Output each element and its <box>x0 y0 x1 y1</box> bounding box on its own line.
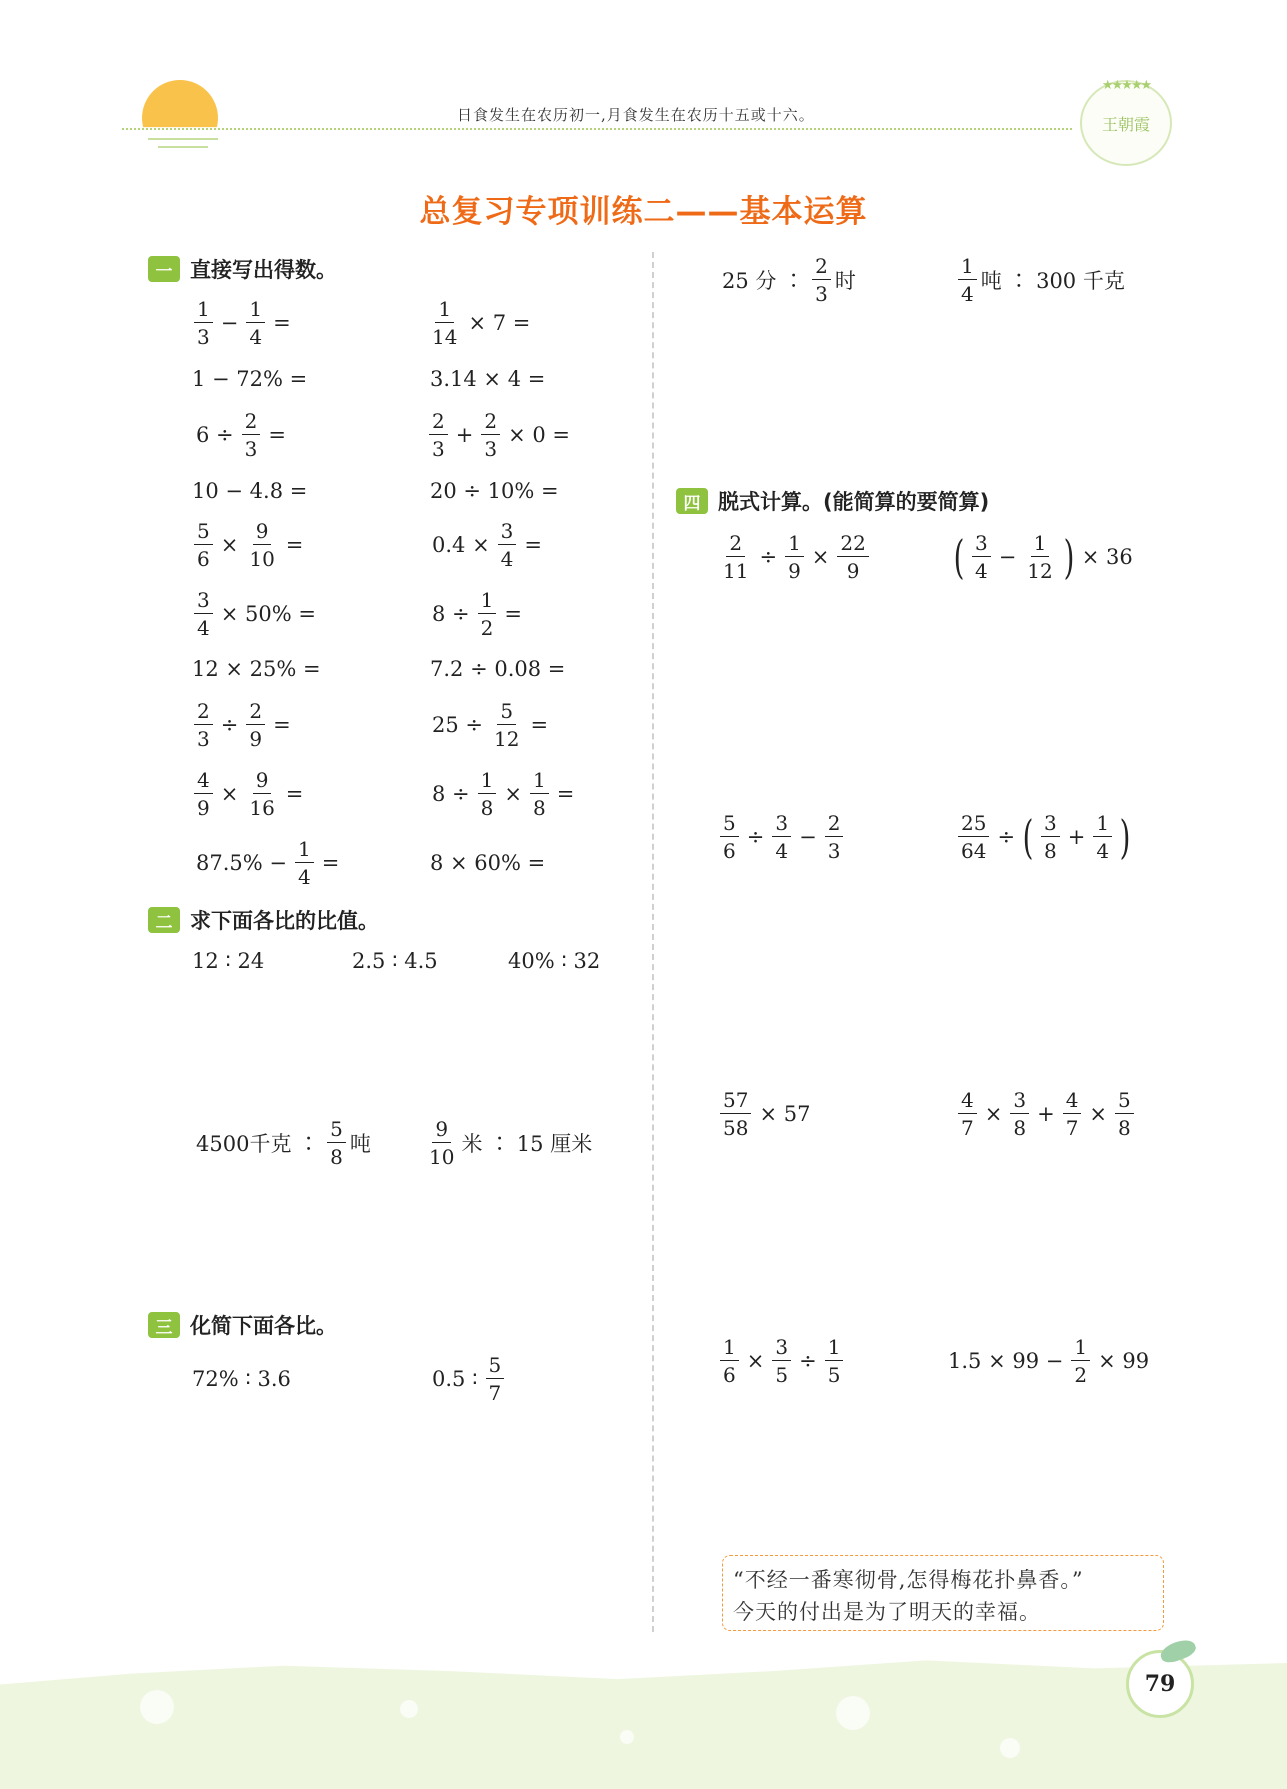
quote-line-1: “不经一番寒彻骨,怎得梅花扑鼻香。” <box>733 1568 1084 1592</box>
section-3-header <box>148 1310 337 1340</box>
expression: 10 − 4.8 = <box>192 479 308 503</box>
logo-text: 王朝霞 <box>1101 115 1150 134</box>
section-title: 直接写出得数。 <box>190 258 337 282</box>
expression: 87.5% − $\frac{1}{4}$ = <box>196 837 340 889</box>
page-title: 总复习专项训练二——基本运算 <box>419 194 868 230</box>
section-badge: 一 <box>148 256 180 282</box>
expression: $\frac{57}{58}$ × 57 <box>716 1083 814 1145</box>
ratio-expression: 25 分 ∶ $\frac{2}{3}$ 时 <box>722 254 856 306</box>
section-badge: 四 <box>676 488 708 514</box>
page-number: 79 <box>1144 1671 1176 1697</box>
quote-line-2: 今天的付出是为了明天的幸福。 <box>733 1600 1041 1624</box>
sun-decoration <box>142 80 218 156</box>
section-badge: 三 <box>148 1312 180 1338</box>
expression: $\frac{4}{7}$ × $\frac{3}{8}$ + $\frac{4}{7}$ × $\frac{5}{8}$ <box>954 1083 1138 1145</box>
expression: $\frac{4}{9}$ × $\frac{9}{16}$ = <box>190 763 307 825</box>
expression: $\frac{2}{3}$ ÷ $\frac{2}{9}$ = <box>190 694 295 756</box>
ratio-expression: 2.5 ∶ 4.5 <box>352 949 438 973</box>
ratio-expression: $\frac{9}{10}$ 米 ∶ 15 厘米 <box>429 1117 593 1169</box>
decorative-bubble <box>400 1700 418 1718</box>
logo-stars: ★★★★★ <box>1101 78 1151 93</box>
expression: 8 ÷ $\frac{1}{8}$ × $\frac{1}{8}$ = <box>432 768 575 820</box>
decorative-bubble <box>836 1696 870 1730</box>
footer-decoration <box>0 1655 1287 1789</box>
decorative-bubble <box>1000 1738 1020 1758</box>
expression: 1.5 × 99 − $\frac{1}{2}$ × 99 <box>948 1335 1150 1387</box>
horizon-line <box>158 146 208 148</box>
expression: $\frac{2}{11}$ ÷ $\frac{1}{9}$ × $\frac{22}{9}$ <box>716 526 873 588</box>
expression: $\frac{1}{6}$ × $\frac{3}{5}$ ÷ $\frac{1}{5}$ <box>716 1330 847 1392</box>
section-title: 求下面各比的比值。 <box>190 909 379 933</box>
ratio-expression: 72% ∶ 3.6 <box>192 1367 291 1391</box>
horizon-line <box>148 138 218 140</box>
ratio-expression: 12 ∶ 24 <box>192 949 265 973</box>
expression: $\frac{2}{3}$ + $\frac{2}{3}$ × 0 = <box>425 404 574 466</box>
expression: $\frac{1}{3}$ − $\frac{1}{4}$ = <box>190 292 295 354</box>
expression: 7.2 ÷ 0.08 = <box>430 657 566 681</box>
expression: 12 × 25% = <box>192 657 321 681</box>
motivational-quote <box>722 1555 1164 1631</box>
ratio-expression: $\frac{1}{4}$ 吨 ∶ 300 千克 <box>954 249 1125 311</box>
section-title: 脱式计算。(能简算的要简算) <box>718 490 990 514</box>
header-divider <box>122 128 1072 130</box>
section-badge: 二 <box>148 907 180 933</box>
expression: 0.4 × $\frac{3}{4}$ = <box>432 519 543 571</box>
expression: 20 ÷ 10% = <box>430 479 559 503</box>
header-note: 日食发生在农历初一,月食发生在农历十五或十六。 <box>457 106 815 124</box>
expression: $\frac{3}{4}$ × 50% = <box>190 583 320 645</box>
expression: $\frac{1}{14}$ × 7 = <box>432 297 531 349</box>
section-4-header <box>676 486 989 516</box>
expression: $\frac{25}{64}$ ÷ ( $\frac{3}{8}$ + $\frac{1}{4}$ ) <box>954 806 1134 868</box>
expression: 25 ÷ $\frac{5}{12}$ = <box>432 699 549 751</box>
expression: $\frac{5}{6}$ × $\frac{9}{10}$ = <box>190 514 307 576</box>
page-number-badge <box>1126 1650 1194 1718</box>
expression: 8 ÷ $\frac{1}{2}$ = <box>432 588 522 640</box>
expression: $\frac{5}{6}$ ÷ $\frac{3}{4}$ − $\frac{2}{3}$ <box>716 806 847 868</box>
expression: 8 × 60% = <box>430 851 546 875</box>
expression: 6 ÷ $\frac{2}{3}$ = <box>196 409 286 461</box>
expression: 1 − 72% = <box>192 367 308 391</box>
section-title: 化简下面各比。 <box>190 1314 337 1338</box>
decorative-bubble <box>620 1730 634 1744</box>
ratio-expression: 40% ∶ 32 <box>508 949 601 973</box>
section-1-header <box>148 254 337 284</box>
ratio-expression: 0.5 ∶ $\frac{5}{7}$ <box>428 1348 508 1410</box>
decorative-bubble <box>140 1690 174 1724</box>
publisher-logo <box>1080 80 1172 166</box>
expression: ( $\frac{3}{4}$ − $\frac{1}{12}$ ) × 36 <box>953 530 1133 584</box>
ratio-expression: 4500千克 ∶ $\frac{5}{8}$ 吨 <box>196 1117 371 1169</box>
column-divider <box>652 252 654 1632</box>
expression: 3.14 × 4 = <box>430 367 546 391</box>
